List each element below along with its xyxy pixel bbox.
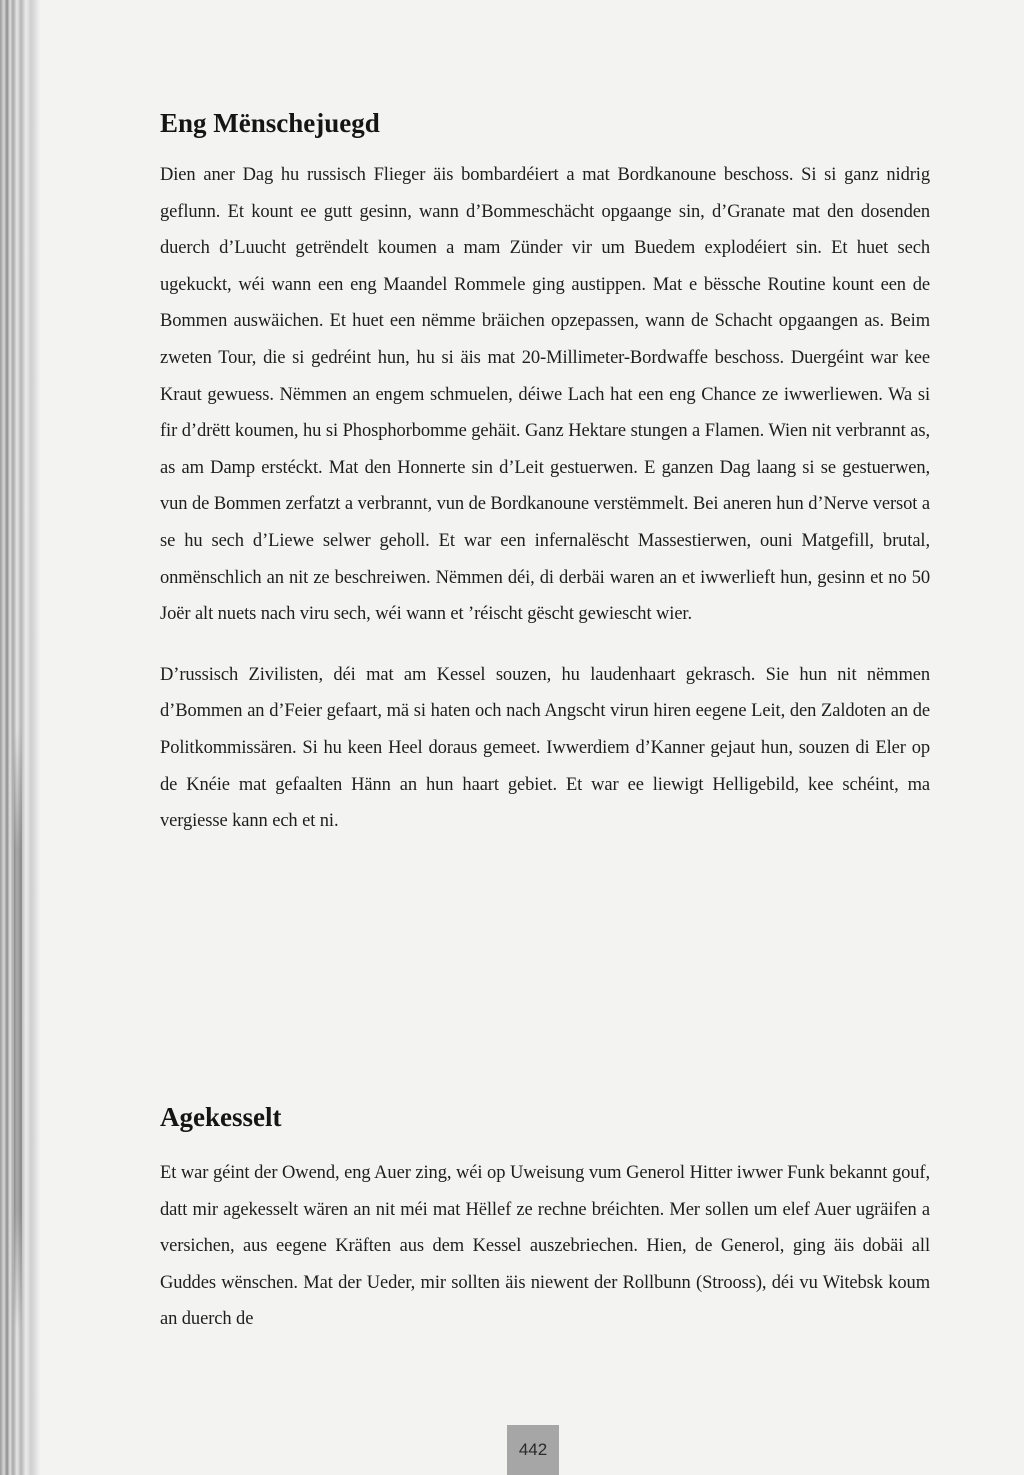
section-agekesselt [160,1102,930,1338]
body-paragraph: D’russisch Zivilisten, déi mat am Kessel souzen, hu laudenhaart gekrasch. Sie hun nit nëmmen d’Bommen an d’Feier gefaart, mä si haten och nach Angscht virun hiren eegene Leit, den Zaldoten an de Politkommissären. Si hu keen Heel doraus gemeet. Iwwerdiem d’Kanner gejaut hun, souzen di Eler op de Knéie mat gefaalten Hänn an hun haart gebiet. Et war ee liewigt Helligebild, kee schéint, ma vergiesse kann ech et ni. [160,664,930,832]
page-number: 442 [507,1425,559,1475]
book-binding-edge [0,0,40,1475]
section-heading: Eng Mënschejuegd [160,108,380,138]
section-heading: Agekesselt [160,1102,282,1132]
body-paragraph: Et war géint der Owend, eng Auer zing, wéi op Uweisung vum Generol Hitter iwwer Funk bekannt gouf, datt mir agekesselt wären an nit méi mat Hëllef ze rechne bréichten. Mer sollen um elef Auer ugräifen a versichen, aus eegene Kräften aus dem Kessel auszebriechen. Hien, de Generol, ging äis dobäi all Guddes wënschen. Mat der Ueder, mir sollten äis niewent der Rollbunn (Strooss), déi vu Witebsk koum an duerch de [160,1163,930,1330]
section-eng-menschejuegd [160,108,930,840]
body-paragraph: Dien aner Dag hu russisch Flieger äis bombardéiert a mat Bordkanoune beschoss. Si si ganz nidrig geflunn. Et kount ee gutt gesinn, wann d’Bommeschächt opgaange sin, d’Granate mat den dosenden duerch d’Luucht getrëndelt koumen a mam Zünder vir um Buedem explodéiert sin. Et huet sech ugekuckt, wéi wann een eng Maandel Rommele ging austippen. Mat e bëssche Routine kount een de Bommen auswäichen. Et huet een nëmme bräichen opzepassen, wann de Schacht opgaangen as. Beim zweten Tour, die si gedréint hun, hu si äis mat 20-Millimeter-Bordwaffe beschoss. Duergéint war kee Kraut gewuess. Nëmmen an engem schmuelen, déiwe Lach hat een eng Chance ze iwwerliewen. Wa si fir d’drëtt koumen, hu si Phosphorbomme gehäit. Ganz Hektare stungen a Flamen. Wien nit verbrannt as, as am Damp erstéckt. Mat den Honnerte sin d’Leit gestuerwen. E ganzen Dag laang si se gestuerwen, vun de Bommen zerfatzt a verbrannt, vun de Bordkanoune verstëmmelt. Bei aneren hun d’Nerve versot a se hu sech d’Liewe selwer geholl. Et war een infernalëscht Massestierwen, ouni Matgefill, brutal, onmënschlich an nit ze beschreiwen. Nëmmen déi, di derbäi waren an et iwwerlieft hun, gesinn et no 50 Joër alt nuets nach viru sech, wéi wann et ’réischt gëscht gewiescht wier. [160,165,930,625]
